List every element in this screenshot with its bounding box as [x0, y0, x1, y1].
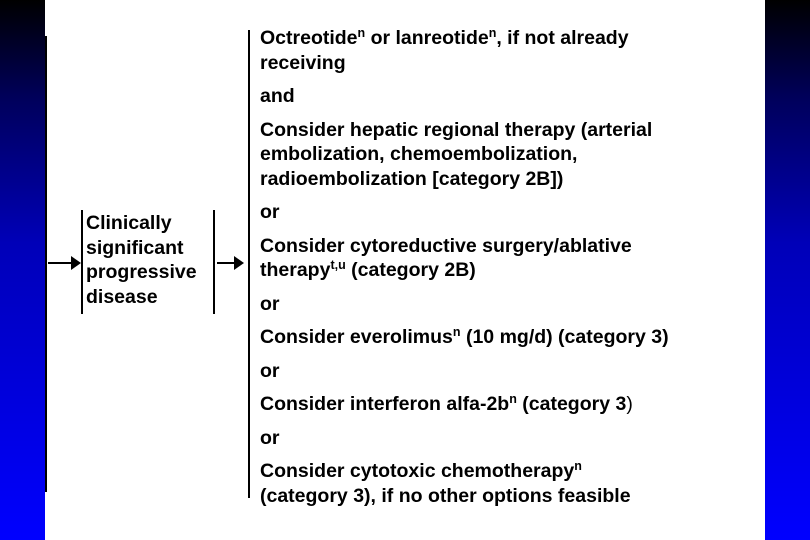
box-left-border	[81, 210, 83, 314]
option-hepatic-line-1: Consider hepatic regional therapy (arterial	[260, 118, 653, 141]
connector-or: or	[260, 359, 280, 382]
slide-content	[45, 0, 765, 540]
outgoing-arrow	[217, 256, 244, 270]
box-line-2: significant	[86, 236, 184, 259]
box-right-border	[213, 210, 215, 314]
box-line-1: Clinically	[86, 212, 172, 234]
treatment-options	[260, 26, 760, 508]
option-chemotherapy-line-1: Consider cytotoxic chemotherapy$^n$	[260, 459, 582, 482]
option-cytoreductive-line-2: therapy$^{t,u}$ (category 2B)	[260, 258, 476, 281]
connector-or: or	[260, 426, 280, 449]
option-hepatic-line-2: embolization, chemoembolization,	[260, 143, 578, 165]
clinically-significant-progressive-disease	[86, 211, 213, 309]
option-cytoreductive-line-1: Consider cytoreductive surgery/ablative	[260, 234, 632, 257]
left-bracket-line	[45, 36, 47, 492]
options-bracket-line	[248, 30, 250, 498]
option-interferon: Consider interferon alfa-$2b^n$ (category 3)	[260, 392, 633, 415]
incoming-arrow	[48, 256, 81, 270]
connector-or: or	[260, 201, 280, 223]
option-chemotherapy-line-2: (category 3), if no other options feasible	[260, 484, 631, 507]
box-line-3: progressive	[86, 261, 197, 283]
option-everolimus: Consider everolimus$^n$ (10 mg/d) (category 3)	[260, 325, 669, 348]
box-line-4: disease	[86, 285, 158, 308]
connector-and: and	[260, 85, 295, 107]
option-octreotide-lanreotide: Octreotide$^n$ or lanreotide$^n$, if not already	[260, 26, 629, 49]
option-receiving: receiving	[260, 51, 346, 74]
option-hepatic-line-3: radioembolization [category 2B])	[260, 167, 564, 190]
connector-or: or	[260, 292, 280, 315]
